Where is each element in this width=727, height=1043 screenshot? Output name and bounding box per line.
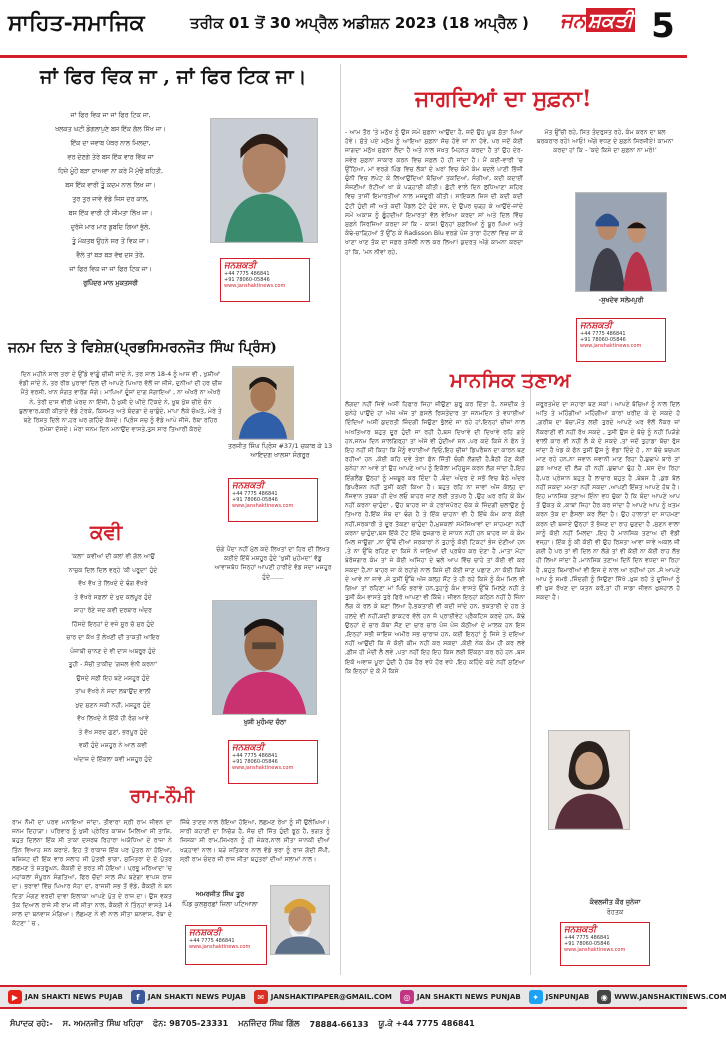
ad-phone: +44 7775 486841 <box>224 271 270 277</box>
ramnomi-body-right: ਜਿੱਥੇ ਤਾਣਦ ਨਾਲ ਰੋਇਆ ਹੋਇਆ, ਲਛਮਣ ਰੇਖਾ ਨੂੰ ਸੀ ਉਲੰਘਿਆ। ਸਾਰੀ ਕਹਾਣੀ ਦਾ ਨਿਚੋੜ ਹੈ, ਸੱਚ ਦੀ ਜਿੱਤ ਹੁੰਦੀ ਝੂਠ ਹੈ, ਭਗਤ ਨੂੰ ਜਿਸਕਾ ਸੀ ਰਾਮ,ਸਿਮਰਨ ਨੂੰ ਹੀ ਜੇਕਰ,ਨਾਲ ਸੀਤਾ ਜਾਨਕੀ ਦੀਆਂ ਖੜ੍ਹਾਵਾਂ ਨਾਲ। ਬੜੇ ਸਤਿਕਾਰ ਨਾਲ ਵੱਡੇ ਭਰਾ ਨੂੰ ਰਾਜ ਗੱਦੀ ਸੌਂਪੀ, ਸ੍ਰੀ ਰਾਮ ਚੰਦਰ ਜੀ ਰਾਜ ਸੀਤਾ ਬਹੁਤਰਾਂ ਦੀਆਂ ਸਲਾਮਾਂ ਨਾਲ। <box>180 819 330 863</box>
issue-date: ਤਰੀਕ 01 ਤੋਂ 30 ਅਪ੍ਰੈਲ ਅਡੀਸ਼ਨ 2023 (18 ਅਪ੍ਰੈਲ ) <box>190 14 529 32</box>
page-footer <box>0 975 727 1043</box>
birthday-body: ਦਿਨ ਮਹੀਨੇ ਸਾਲ ਤਰਾ ਦੇ ਉੱਡੇ ਵਾਂਗੂੰ ਚੀਜ਼ੀ ਜਾਂਦੇ ਨੇ, ਤਰ ਸਾਲ 18-4 ਨੂੰ ਆਜ ਵੀ , ਖੁਸ਼ੀਆਂ ਵੰਡੀ ਜਾਂਦੇ ਨੇ, ਤਰ ਰੀਝ ਪੁਰਾਵਾਂ ਦਿਲ ਦੀ ਆਪਣੇ ਪਿਆਰ ਵੱਲੋਂ ਜਾ ਜੀਜੇ, ਦੁਨੀਆਂ ਦੀ ਹਰ ਚੀਜ਼ ਮੈਂਤੇ ਵਰਸੀ, ਖਾਨ ਸੰਗਤ ਵਾਰੋਂਗ ਜੱਗੇ। ਮਾਪਿਆਂ ਦੂੰਜਾਂ ਦਾਗ ਸੋਗਾਇਆਂ , ਨਾ ਅੱਖਰੋ ਨਾ ਅੱਖਰੋ ਨੇ, ਤੇਰੀ ਦਾਸ ਵੀਰੀ ਘੇਰਦ ਨਾ ਇੱਜੀ, ਹੈ ਖੁਸ਼ੀ ਦੇ ਘੀਏ ਟਿੱਕਦੇ ਨੇ, ਖੂਬ ਖੁੱਸ਼ ਚੀਏ ਚੰਨ ਬੁਲਾਵਾਰ,ਕਰੀ ਕੀਤਾਏ ਵੱਡੇ ਟੇਰਕੇ, ਕਿਸਮਤ ਅਤੇ ਬੰਦਗਾ ਦੇ ਚਾਬੁੰਦੇ, ਮਾਪਾ ਲੋਕੇ ਚੰਘਤੇ, ਮੇਰੇ ਤੇ ਬਣੇ ਰਿਸ਼ਤ ਦਿਲੇ ਨਾ,ਹਰ ਘਰ ਗਹਿੰਦੇ ਕੱਸਦੇ। ਪ੍ਰਿੰਸ ਸਚ ਨੂੰ ਵੱਡੇ ਆਪੇ ਜੀਜੇ, ਰੱਬਾ ਰਹਿਰ ਰਮੇਸ਼ਾ ਦੱਸਦੇ। ਮੇਰਾ ਜਨਮ ਦਿਨ ਮਨਾਉਂਦ ਵਾਸਤੇ,ਤੁਸ ਸਾਰ ਤਿਆਰੀ ਕੱਰਦੇ <box>18 371 223 434</box>
poem-line: ਦੁਰੱਜੇ ਮਾਰ ਮਾਰ ਡੁਬਦਿ ਗਿਆਂ ਭੁੱਲੇ, <box>70 224 151 231</box>
poem-line: ਹਿੱਸਦੇ ਇਨ੍ਹਾਂ ਦੇ ਵਜੇ ਸੂਰ ਚੋ ਸੁਰ ਹੁੰਦੇ <box>71 620 155 628</box>
tension-author-place: ਰੋਹਤਕ <box>606 908 624 916</box>
social-youtube[interactable] <box>8 990 123 1004</box>
poem-line: ਅੰਦਾਜ਼ ਦੇ ਇੱਕਲਾ ਕਵੀ ਮਸ਼ਹੂਰ ਹੁੰਦੇ <box>73 755 153 763</box>
editor-label: ਸੰਪਾਦਕ ਰਹੇ:- <box>10 1019 53 1028</box>
poem-line: ਵੱਖ ਵੱਖ ਤੇ ਲਿਖਦੇ ਦੇ ਢੰਗ ਵੱਖਰੇ <box>78 580 148 587</box>
social-facebook[interactable] <box>131 990 246 1004</box>
poem-line: ਤੂੰ ਮੱਕਤਬ ਉਹਨੇ ਸਰ ਤੋਂ ਵਿਕ ਜਾ। <box>71 238 150 245</box>
poem-line: ਵੈਲੇ ਤਾਂ ਬੜ ਬੜ ਵੱਢ ਦਸ ਤੇਰੇ, <box>76 252 145 259</box>
social-instagram[interactable] <box>400 990 521 1004</box>
poem-line: ਜਾਂ ਫਿਰ ਵਿਕ ਜਾ ਜਾਂ ਫਿਰ ਟਿਕ ਜਾ। <box>69 266 152 273</box>
uk-phone: ਯੂ.ਕੇ +44 7775 486841 <box>378 1019 475 1028</box>
column-divider <box>530 370 531 975</box>
youtube-icon: ▶ <box>8 990 22 1004</box>
email-icon: ✉ <box>254 990 268 1004</box>
web-icon: ◉ <box>597 990 611 1004</box>
poem-line: ਬਸ ਇੱਕ ਵਾਰੀ ਹੀ ਸੀਮਤਾ ਲਿੱਖ ਜਾ। <box>68 210 153 217</box>
tension-author: ਕੰਵਲਜੀਤ ਕੌਰ ਜੁਨੇਜਾ <box>589 898 641 906</box>
social-website[interactable] <box>597 990 726 1004</box>
dream-body-right: ਮੱਤ ਉੱਚੀ ਰਹੇ, ਸਿਤ ਤੰਦਰੁਸਤ ਰਹੇ, ਕੰਮ ਕਰਨ ਦਾ ਬਲ ਬਰਕਰਾਰ ਰਹੇ! ਆਓ! ਅੱਗੇ ਵਧਣ ਦੇ ਸੁਫ਼ਨੇ ਸਿਰਜੀਏ! ਕਾਮਨਾ ਕਰਦਾ ਹਾਂ ਕਿ - 'ਕਦੇ ਕਿਸੇ ਦਾ ਸੁਫ਼ਨਾ ਨਾ ਮਰੇ!' <box>536 129 674 155</box>
twitter-icon: ✦ <box>529 990 543 1004</box>
social-label: WWW.JANSHAKTINEWS.COM <box>614 993 727 1001</box>
poem-line: ਖੁਦ ਸੁਣਨ ਸਕੀ ਨਹੀਂ, ਮਸ਼ਹੂਰ ਹੁੰਦੇ <box>75 701 151 709</box>
coeditor-phone: 78884-66133 <box>309 1019 369 1029</box>
author-photo-woman-2 <box>548 730 630 830</box>
birthday-photo-boy <box>232 366 294 440</box>
poem-line: ਵਰ ਦੇਣਗੇ ਤੇਰੇ ਬਸ ਇੱਕ ਵਾਰ ਵਿੱਕ ਜਾ <box>67 154 154 161</box>
ad-phone: +91 78060-05846 <box>224 277 270 283</box>
poem-line: ਤਾਂਘ ਵੱਖਰੇ ਨੇ ਸਦਾ ਲਬਾਉਂਦ ਵਾਲੀ <box>75 688 151 695</box>
social-email[interactable] <box>254 990 392 1004</box>
ad-website: www.janshaktinews.com <box>224 283 286 289</box>
poem-line: ਜਾਂ ਫਿਰ ਵਿਕ ਜਾ ਜਾਂ ਫਿਰ ਟਿਕ ਜਾ, <box>70 112 151 119</box>
dream-author: -ਸੁਖਦੇਵ ਸਲੇਮਪੁਰੀ <box>598 296 644 304</box>
birthday-caption: ਤਰਜੀਤ ਸਿੰਘ ਪ੍ਰਿੰਸ #37/1 ਚਕਾਬ ਕੇ 13 ਆਇਦਗ ਖਾਲਸਾ ਸੰਗਰੂਰ <box>227 442 333 459</box>
author-photo-man <box>212 600 317 715</box>
poem-line: 'ਕਲਾ' ਕਵੀਆਂ ਦੀ ਕਲਾਂ ਵੀ ਗੱਲ ਆਉਂ <box>71 553 155 560</box>
social-label: JSNPUNJAB <box>545 993 590 1001</box>
tension-title: ਮਾਨਸਿਕ ਤਣਾਅ <box>450 368 571 392</box>
advertisement: ਜਨਸ਼ਕਤੀ +44 7775 486841 +91 78060-05846 www.janshaktinews.com <box>576 318 666 362</box>
poem-line: ਚਾਰ ਦਾ ਕੱਖ ਤੋਂ ਲੇਖਣੀ ਦੀ ਤਾਕਤੀ ਆਇਰ <box>66 634 160 641</box>
advertisement: ਜਨਸ਼ਕਤੀ +44 7775 486841 +91 78060-05846 www.janshaktinews.com <box>228 740 318 784</box>
poem-line: ਤੂਹੀ - ਸੱਚੀ ਤਾਕੀਦ 'ਗਜ਼ਲ ਵੰਨੀ ਕਰਨਾ' <box>68 661 158 668</box>
poem-line: ਵਕੀ ਹੁੰਦੇ ਮਸ਼ਹੂਰ ਨੇ ਆਲ ਕਵੀ <box>78 742 148 749</box>
article-photo-couple <box>575 192 667 292</box>
poem1-title: ਜਾਂ ਫਿਰ ਵਿਕ ਜਾ , ਜਾਂ ਫਿਰ ਟਿਕ ਜਾ। <box>40 66 307 88</box>
ramnomi-author: ਅਮਰਜੀਤ ਸਿੰਘ ਤੂਰ <box>195 890 245 898</box>
poem-line: ਤੁਰ ਤੁਰ ਜਾਵੇ ਵੱਡੇ ਜਿਸ ਦਰ ਕਾਲ, <box>72 196 149 203</box>
ramnomi-author-place: ਪਿੰਡ ਕੁਲਬੁਰਛਾਂ ਜ਼ਿਲਾ ਪਟਿਆਲਾ <box>181 900 259 908</box>
credit-bar <box>0 1013 687 1035</box>
social-label: JANSHAKTIPAPER@GMAIL.COM <box>270 993 392 1001</box>
social-label: JAN SHAKTI NEWS PUJAB <box>147 993 246 1001</box>
social-label: JAN SHAKTI NEWS PUNJAB <box>416 993 521 1001</box>
instagram-icon: ◎ <box>400 990 414 1004</box>
coeditor-name: ਮਨਜਿੰਦਰ ਸਿੰਘ ਗਿੱਲ <box>238 1019 300 1028</box>
editor-name: ਸ. ਅਮਨਜੀਤ ਸਿੰਘ ਖਹਿਰਾ <box>62 1019 144 1028</box>
poem-line: ਤੇ ਵੱਖਰੇ ਸਫ਼ਲਾਂ ਦੇ ਖੁਦ ਕਲਪੂਰ ਹੁੰਦੇ <box>74 593 152 601</box>
poem-line: ਪੰਜਾਬੀ ਚਾਨਣ ਦੇ ਵੀ ਦਾਸ ਅਬਰੂਰ ਹੁੰਦੇ <box>70 647 156 655</box>
poem-line: ਬਸ ਇੱਕ ਵਾਰੀ ਤੂੰ ਕਦਮ ਨਾਲ ਲਿਖ ਜਾ। <box>65 182 156 189</box>
column-divider <box>340 64 341 975</box>
ramnomi-title: ਰਾਮ-ਨੌਮੀ <box>130 786 195 807</box>
author-photo-turban <box>270 885 330 955</box>
poem-line: ਉਸਦੇ ਸਫ਼ੀ ਇਹ ਬਣੇ ਮਸ਼ਹੂਰ ਹੁੰਦੇ <box>76 674 150 682</box>
social-bar <box>0 985 727 1009</box>
kavi-title: ਕਵੀ <box>90 520 123 544</box>
section-label: ਸਾਹਿਤ-ਸਮਾਜਿਕ <box>8 10 145 36</box>
advertisement: ਜਨਸ਼ਕਤੀ +44 7775 486841 +91 78060-05846 www.janshaktinews.com <box>228 478 318 522</box>
poem-line: ਸ਼ਾਹਾ ਰੋਣੇ ਜਦ ਕਵੀ ਦਰਬਾਰ ਅੰਦਰ <box>74 607 152 614</box>
newspaper-logo <box>560 8 635 32</box>
birthday-title: ਜਨਮ ਦਿਨ ਤੇ ਵਿਸ਼ੇਸ਼(ਪ੍ਰਭਸਿਮਰਨਜੋਤ ਸਿੰਘ ਪ੍ਰਿੰਸ) <box>8 340 277 356</box>
page-number: 5 <box>651 6 675 46</box>
poem-line: ਹਿਜ਼ੇ ਮੂੰਹੋਂ ਬੜਾ ਦਾਅਵਾ ਨਾ ਕਰੇ ਮੈਂ ਮੁੱਢੋਂ ਬਹਿਤੀ, <box>57 168 164 175</box>
poem-line: ਨਾਜ਼ੁਕ ਦਿਲ ਦਿਲ ਵਰ੍ਹੇ 'ਕੀ ਪਰੂਦਾ' ਹੁੰਦੇ <box>68 566 158 574</box>
editor-phone: ਫੋਨ: 98705-23331 <box>153 1019 229 1028</box>
poem-line: ਇੱਕ ਦਾ ਜਵਾਬ ਪੱਥਰ ਨਾਲ ਮਿਲਦਾ, <box>70 140 151 147</box>
tension-body-right: ਜ਼ਰੂਰਤਮੰਦ ਦਾ ਸਹਾਰਾ ਬਣ ਸਕਾਂ। ਆਪਣੇ ਬੱਚਿਆਂ ਨੂੰ ਨਾਲ ਦਿਲ ਅਤਿ ਤੇ ਮਹਿੰਗੀਆਂ ਮਹਿੰਗੀਆਂ ਕਾਰਾਂ ਖ਼ਰੀਦ ਕੇ ਦੇ ਸਕਦੇ ਹੋ ,ਗ਼ਰੀਬ ਦਾ ਬੱਚਾ,ਮੌਤ ਲਈ ਤੁਰਦੇ ਆਪਣੇ ਘਰ ਵੱਲੋਂ ਨੌਕਰ ਜ਼ਾਂ ਨੌਕਰਾਣੀ ਵੀ ਨਹੀਂ ਰੱਖ ਸਕਦੇ , ਤੁਸੀਂ ਉਸ ਦੇ ਬੱਚੇ ਨੂੰ ਨਹੀਂ ਪਿੜੋਗੇ ਵਾਲੀ ਕਾਰ ਵੀ ਨਹੀਂ ਲੈ ਕੇ ਦੇ ਸਕਦੇ ,ਤਾਂ ਜਦੋਂ ਤੁਹਾਡਾ ਬੱਚਾ ਰੁੱਸ ਜਾਂਦਾ ਹੈ ਖੇਡ ਕੇ ਫੋਨ ਤੁਸੀਂ ਉਸ ਨੂੰ ਵੱਡਾ ਦਿੰਦੇ ਹੋ , ਨਾ ਬੱਚੇ ਬਚਪਨ ਮਾਣ ਰਹੇ ਹਨ,ਨਾ ਜਵਾਨ ਜਵਾਨੀ ਮਾਣ ਰਿਹਾ ਹੈ,ਬੁਢਾਪੇ ਬਾਰੇ ਤਾਂ ਕੁਝ ਆਖਣ ਦੀ ਲੋੜ ਹੀ ਨਹੀਂ ,ਬੁਢਾਪਾ ਢੁੱਹ ਹੈ ,ਬਸ ਦੇਖ ਰਿਹਾ ਹੈ,ਪਰ ਪ੍ਰੇਸ਼ਾਨ ਬਹੁਤ ਹੈ ਲਾਚਾਰ ਬਹੁਤ ਹੈ ,ਬੇਬਸ ਹੈ ,ਕੁਝ ਬੋਲ ਨਹੀਂ ਸਕਦਾ ਮਮਤਾ ਨਹੀਂ ਸਕਦਾ ,ਆਪਣੀ ਇੱਜ਼ਤ ਆਪਣੇ ਹੱਥ ਹੈ। ਇਹ ਮਾਨਸਿਕ ਤਣਾਅ ਇੰਨਾ ਵਧ ਚੁੱਕਾ ਹੈ ਕਿ ਬੰਦਾ ਆਪਣੇ ਆਪ ਤੋਂ ਉਕਤ ਕੇ ,ਕਾਬਾਂ ਜਿਹਾ ਹੈਰ ਕਰ ਜਾਂਦਾ ਹੈ ਆਪਣੇ ਆਪ ਨੂੰ ਖ਼ਤਮ ਕਰਨ ਤੱਕ ਦਾ ਫ਼ੈਸਲਾ ਕਰ ਲੈਂਦਾ ਹੈ। ਉਹ ਹਾਲਾਤਾਂ ਦਾ ਸਾਹਮਣਾ ਕਰਨ ਦੀ ਬਜਾਏ ਉਨ੍ਹਾਂ ਤੋਂ ਭੱਜਣ ਦਾ ਰਾਹ ਚੁਣਦਾ ਹੈ ,ਸੁਣਨ ਵਾਲਾ ਸਾਨੂੰ ਕੋਈ ਨਹੀਂ ਮਿਲਦਾ ,ਇਹ ਹੈ ਮਾਨਸਿਕ ਤਣਾਅ ਦੀ ਵੱਡੀ ਵਜ੍ਹਾ। ਇੱਕ ਨੂੰ ਕੀ ਕੋਈ ਵੀ ਉਹ ਰਿਸ਼ਤਾ ਆਵਾ ਜਾਵੇ ਅਕਲ ਜੀ ਗਈ ਹੈ ਪਰ ਤਾਂ ਵੀ ਦਿਲ ਨਾ ਲੱਗੇ ਤਾਂ ਵੀ ਕੋਈ ਨਾ ਕੋਈ ਰਾਹ ਲੱਭ ਹੀ ਲਿਆ ਜਾਂਦਾ ਹੈ ,ਮਾਨਸਿਕ ਤਣਾਅ ਦਿਨੋਂ ਦਿਨ ਵਧਦਾ ਜਾ ਰਿਹਾ ਹੈ ,ਬਹੁਤ ਬਿਮਾਰੀਆਂ ਵੀ ਇਸ ਦੇ ਨਾਲ ਆ ਰਹੀਆਂ ਹਨ ,ਸੋ ਆਪਣੇ ਆਪ ਨੂੰ ਸਮਝੋ ,ਜ਼ਿੰਦਗੀ ਨੂੰ ਜਿਉਣਾ ਸਿੱਖੋ ,ਖ਼ੁਸ਼ ਰਹੋ ਤੇ ਦੂਜਿਆਂ ਨੂੰ ਵੀ ਖ਼ੁਸ਼ ਰੱਖਣ ਦਾ ਯਤਨ ਕਰੋ,ਤਾਂ ਹੀ ਸਾਡਾ ਜੀਵਨ ਖ਼ੁਸ਼ਹਾਲ ਹੋ ਸਕਦਾ ਹੈ। <box>536 401 680 602</box>
poem-line: ਖਲਕਤ ਘਟੀ ਡੋਗਲਾਪੁਣੇ ਬਸ ਇੱਕ ਗੱਲ ਸਿੱਖ ਜਾ। <box>55 126 166 133</box>
dream-title: ਜਾਗਦਿਆਂ ਦਾ ਸੁਫ਼ਨਾ! <box>415 86 592 112</box>
social-twitter[interactable] <box>529 990 590 1004</box>
social-label: JAN SHAKTI NEWS PUJAB <box>25 993 123 1001</box>
page-header <box>0 0 687 58</box>
logo-text-2: ਸ਼ਕਤੀ <box>587 8 634 32</box>
logo-text-1: ਜਨ <box>560 8 586 32</box>
dream-body-left: - ਆਮ ਤੌਰ 'ਤੇ ਮਨੁੱਖ ਨੂੰ ਉਸ ਸਮੇਂ ਸੁਫ਼ਨਾ ਆਉਂਦਾ ਹੈ, ਜਦੋਂ ਉਹ ਘੂਕ ਸੁੱਤਾ ਪਿਆ ਹੋਵੇ। ਸੁੱਤੇ ਪਏ ਮਨੁੱਖ ਨੂੰ ਆਇਆ ਸੁਫ਼ਨਾ ਸੱਚ ਹੋਵੇ ਜਾਂ ਨਾ ਹੋਵੇ, ਪਰ ਜਦੋਂ ਕੋਈ ਜਾਗਦਾ ਮਨੁੱਖ ਸੁਫ਼ਨਾ ਲੈਂਦਾ ਹੈ ਅਤੇ ਨਾਲ ਸਖ਼ਤ ਮਿਹਨਤ ਕਰਦਾ ਹੈ ਤਾਂ ਉਹ ਦੇਰ-ਸਵੇਰ ਸੁਫ਼ਨਾ ਸਾਕਾਰ ਕਰਨ ਵਿਚ ਸਫ਼ਲ ਹੋ ਹੀ ਜਾਂਦਾ ਹੈ। ਮੈਂ ਕਈ-ਵਾਰੀ 'ਚ ਉੱਠਿਆ, ਮਾਂ ਵਰਗੇ ਪਿੰਡ ਵਿਚ ਲੋਕਾਂ ਦੇ ਘਰਾਂ ਵਿਚ ਕੰਮੋਂ ਕੰਮ ਬਦਲੇ ਪਾਣੀ ਭਿੱਜੀ ਚੁੰਨੀ ਵਿਚ ਲਪੇਟ ਕੇ ਲਿਆਉਂਦਿਆਂ ਬੱਚਿਆਂ ਤਕਦਿਆਂ, ਸੰਗੀਆਂ, ਕਦੀ ਕਦਾਈਂ ਸੰਜਣੀਆਂ ਰੋਟੀਆਂ ਖਾ ਕੇ ਪੜ੍ਹਾਈ ਕੀਤੀ। ਛੁੱਟੀ ਵਾਲੇ ਦਿਨ ਲੁਧਿਆਣਾ ਸ਼ਹਿਰ ਵਿਚ ਤਾਸੀਂ ਇਮਾਰਤੀਆਂ ਨਾਲ ਮਜ਼ਦੂਰੀ ਕੀਤੀ। ਸਾਇਕਲ ਜ਼ਿਸ ਦੀ ਕਦੀ ਕਦੀ ਟੁੱਟੀ ਹੁੰਦੀ ਸੀ ਅਤੇ ਕਦੀ ਪੈਂਡਲ ਟੁੱਟੇ ਹੁੰਦੇ ਸਨ, ਦੇ ਉਪਰ ਚੜ੍ਹ ਕੇ ਆਉਂਦੇ-ਜਾਂਦੇ ਸਮੇਂ ਅਕਾਸ਼ ਨੂੰ ਛੂੰਹਦੀਆਂ ਇਮਾਰਤਾਂ ਵੱਲ ਵੇਖਿਆ ਕਰਦਾ ਸਾਂ ਅਤੇ ਦਿਲ ਵਿੱਚ ਸੁਫ਼ਨੇ ਸਿਰਜਿਆ ਕਰਦਾ ਸਾਂ ਕਿ - ਕਾਸ਼! ਉਨ੍ਹਾਂ ਸੁਫ਼ਨਿਆਂ ਨੂੰ ਬੂਰ ਪਿਆ ਅਤੇ ਕੰਢੇ-ਚਾੜ੍ਹਿਆਂ ਤੋਂ ਉੱਠ ਕੇ Radisson Blu ਵਰਗੇ ਪੰਜ ਤਾਰਾ ਹੋਟਲਾਂ ਵਿਚ ਜਾ ਕੇ ਖਾਣਾ ਖਾਣ ਤੱਕ ਦਾ ਸਫ਼ਰ ਤਸੱਲੀ ਨਾਲ ਕਰ ਲਿਆ! ਕੁਦਰਤ ਅੱਗੇ ਕਾਮਨਾ ਕਰਦਾ ਹਾਂ ਕਿ, 'ਮਨ ਨੀਵਾਂ ਰਹੇ, <box>345 129 523 256</box>
advertisement: ਜਨਸ਼ਕਤੀ +44 7775 486841 www.janshaktinews.com <box>185 925 267 965</box>
poem-line: ਵੱਖ ਲਿਖਦੇ ਨੇ ਇੱਕੋ ਹੀ ਰੰਗ ਆਵੇ <box>77 715 149 722</box>
author-photo-woman <box>210 118 318 243</box>
advertisement: ਜਨਸ਼ਕਤੀ +44 7775 486841 +91 78060-05846 www.janshaktinews.com <box>560 922 650 966</box>
kavi-poem <box>18 552 208 797</box>
poem-author: ਰੁਪਿੰਦਰ ਮਾਨ ਮੁਕਤਸਰੀ <box>83 280 138 287</box>
poem1-body <box>18 110 203 350</box>
advertisement <box>220 258 310 302</box>
kavi-caption: ਖੁਸ਼ੀ ਮੁਹੰਮਦ ਚੱਠਾ <box>243 718 287 726</box>
kavi-side-text: ਚੰਗੇ ਪੈਂਦਾ ਨਹੀਂ ਮੁੱਲ ਕਦੇ ਲਿਖਤਾਂ ਦਾ ਹਿਰ ਦੀ ਲਿਖਤ ਕਈਏ ਇੱਥੋਂ ਮਸ਼ਹੂਰ ਹੁੰਦੇ 'ਖੁਸ਼ੀ ਮੁਹੰਮਦਾ' ਵੱਡੂ ਆਵਾਜ਼ਬੱਧ ਜਿਨ੍ਹਾਂ ਆਪਣੀ ਹਾਰੀਏ ਵੱਡ ਸਦਾ ਮਸ਼ਹੂਰ ਹੁੰਦੇ....... <box>214 546 332 581</box>
poem-line: ਤੇ ਵੱਖ ਸਰਦ ਗੁਣਾਂ, ਭਰਪੂਰ ਹੁੰਦੇ <box>78 728 148 736</box>
ad-logo: ਜਨਸ਼ਕਤੀ <box>224 261 257 271</box>
facebook-icon: f <box>131 990 145 1004</box>
ramnomi-body-left: ਰਾਮ ਨੌਮੀ ਦਾ ਪਰਵ ਮਨਾਇਆ ਜਾਂਦਾ, ਤੀਵਾਰਾ ਸ੍ਰੀ ਰਾਮ ਜੀਵਨ ਦਾ ਜਨਮ ਦਿਹਾੜਾ। ਪਰਿਵਾਰ ਨੂੰ ਖੁਸ਼ੀ ਪ੍ਰੇਰਿਤ ਕਾਸ਼ਮ ਮਿਲਿਆ ਸੀ ਤਾਸ਼ਿ, ਬਹੁਤ ਦਿਲਨਾ ਇੱਕ ਸੀ ਤਾਕਾ ਦਸਰਥ ਰਿਹਾਰਾ ਅਯੋਧਿਆ ਦੇ ਰਾਜਾ ਨੇ ਤਿੰਨ ਵਿਆਹ ਸਨ ਕਰਾਏ, ਇਹ ਤੋਂ ਰਾਕਾਜ ਇੱਕ ਪਰ ਪੁੱਤਰ ਨਾ ਹੋਇਆ, ਬਸ਼ਿਸ਼ਟ ਦੀ ਇੱਕ ਵਾਰ ਸਲਾਹ ਸੀ ਪੁੱਤਰੀ ਭਾਗਾ, ਸੁਮਿੱਤਰਾ ਦੇ ਦੋ ਪੁੱਤਰ ਲਛਮਣ ਤੇ ਸ਼ਤਰੂਘਨ, ਕੈਕਈ ਦੇ ਭਰਤ ਸੀ ਹੋਇਆ। ਪ੍ਰਭੂ ਮਰਿਆਦਾ 'ਚ ਮਹਾਂਕਲਾ ਸੰਪੂਰਨ ਸੰਗਤਿਆਂ, ਫਿਰ ਚੌਦਾਂ ਸਾਲ ਸੌਂਪ ਬਣੇਗਾ ਵਾਪਸ ਰਾਜ ਦਾ। ਭਰਾਵਾਂ ਵਿੱਚ ਪਿਆਰ ਸੋਹਾ ਦਾ, ਰਾਜਸੀ ਸਭ ਤੋਂ ਵੱਡੇ, ਕੈਕਈ ਨੇ ਬਨ ਦਿਤਾ ਮੰਗਣ ਵਰਦੀ ਦਾਵਾ ਇਲਾਕਾ ਆਪਣੇ ਪੁੱਤ ਦੇ ਰਾਜ ਦਾ। ਉਸ ਵਕਤ ਤੱਕ ਦਿਆਲ ਰਾਜੇ ਸੀ ਰਾਮ ਜੀ ਸੀਤਾ ਨਾਲ, ਕੈਕਈ ਨੇ ਤਿੰਨ੍ਹਾਂ ਵਾਸਤੇ 14 ਸਾਲ ਦਾ ਬਨਵਾਸ ਮੰਗਿਆ। ਲੱਛਮਣ ਨੇ ਵੀ ਨਾਲ ਸੀਤਾ ਬਨਵਾਸ, ਰੱਬਾ ਦੇ ਕੱਟਣਾ ' ਚ , <box>12 819 172 928</box>
tension-body-left: ਲੱਗਦਾ ਨਹੀਂ ਜਿਵੇਂ ਅਸੀਂ ਹਿਫਾਰ ਜਿਹਾ ਜੀਉਣਾ ਸ਼ੁਰੂ ਕਰ ਦਿੱਤਾ ਹੈ, ਨਜ਼ਦੀਕ ਤੇ ਸੁਨੇਹੇ ਪਾਉਂਦੇ ਹਾਂ ਅੱਜ ਅੱਜ ਤਾਂ ਫ਼ਸਲੇ ਰਿਸ਼ਤੇਦਾਰ ਤਾ ਜਨਮਦਿਨ ਤੇ ਵਧਾਈਆਂ ਦਿੰਦਿਆਂ ਅਸੀਂ ਕੁਦਰਤੀ ਜ਼ਿੰਦਗੀ ਜਿਉਣਾ ਭੁੱਲਦੇ ਜਾ ਰਹੇ ਹਾਂ,ਇਨ੍ਹਾਂ ਚੀਜ਼ਾਂ ਨਾਲ ਅਖਤਿਆਰ ਬਹੁਤ ਦੂਰ ਹੁੰਦੀ ਜਾ ਰਹੀ ਹੈ,ਬਸ ਦਿਖਾਵੇ ਦੀ ਦਿਖਾਵੇ ਰਹਿ ਗਏ ਹਨ,ਜਨਮ ਦਿਨ ਸਾਲਗਿਰ੍ਹਾ ਤਾਂ ਅੱਜੇ ਵੀ ਹੁੰਦੀਆਂ ਸਨ ,ਪਰ ਕਦੇ ਕਿਸੇ ਨੇ ਫੋਨ ਤੇ ਇਹ ਨਹੀਂ ਸੀ ਕਿਹਾ ਕਿ ਮੈਂਨੂੰ ਵਧਾਈਆਂ ਦਿਓ,ਇਹ ਚੀਜ਼ਾਂ ਡਿਪਰੈਸ਼ਨ ਦਾ ਕਾਰਨ ਬਣ ਰਹੀਆਂ ਹਨ ,ਕੋਈ ਕਹਿ ਦਵੇ ਤੇਰਾ ਫੋਨ ਜਿੱਤੀ ਚੰਗੀ ਲੱਗਦੀ ਹੈ,ਬੈਠੀ ਹੋਣ ਕੋਈ ਸੁਨੇਹਾ ਨਾ ਆਵੇ ਤਾਂ ਉਹ ਆਪਣੇ ਆਪ ਨੂੰ ਇਕੱਲਾ ਮਹਿਸੂਸ ਕਰਨ ਲੱਗ ਜਾਂਦਾ ਹੈ,ਇਹ ਇੰਗਲੈਂਡ ਉਨ੍ਹਾਂ ਨੂੰ ਮਜ਼ਬੂਰ ਕਰ ਦਿੰਦਾ ਹੈ ,ਬੰਦਾ ਅੰਦਰ ਦੇ ਸਭੋਂ ਵਿਚ ਬੈਠੇ ਅੰਦਰ ਡਿਪਰੈਸ਼ਨ ਨਹੀਂ ਤੁਸੀਂ ਕਈ ਕਿਆ ਹੈ। ਬਹੁਤ ਰਹਿ ਨਾ ਜਾਵਾਂ ਅੱਜ ਕੱਲ੍ਹ ਦਾ ਨੌਜਵਾਨ ਤਬਕਾ ਹੀ ਦੇਖ ਲਓ ਬਾਹਰ ਜਾਣ ਲਈ ਤਤਪਰ ਹੈ ,ਉਹ ਘਰ ਰਹਿ ਕੇ ਕੰਮ ਨਹੀਂ ਕਰਨਾ ਚਾਹੁੰਦਾ , ਉਹ ਬਾਹਰ ਜਾ ਕੇ ਟਰਾਂਸਪੋਰਟ ਚੱਕ ਕੇ ਜਿੰਦਗੀ ਚਲਾਉਣ ਨੂੰ ਤਿਆਰ ਹੈ,ਇੱਕ ਸੰਬ ਦਾ ਢੰਗ ਹੈ ਤੇ ਇੱਕ ਚਾਹਨਾ ਵੀ ਹੈ ਇੱਥੇ ਕੰਮ ਕਾਰ ਕੋਈ ਨਹੀਂ,ਸਰਕਾਰੀ ਤੇ ਦੂਰ ਤੱਕਣਾ ਚਾਹੁੰਦਾ ਹੈ,ਮੁਸ਼ਕਲਾਂ ਸਮੱਸਿਆਵਾਂ ਦਾ ਸਾਹਮਣਾ ਨਹੀਂ ਕਰਨਾ ਚਾਹੁੰਦਾ,ਬਸ ਇੱਕੋ ਟੱਟ ਇੱਥੇ ਰੁਜ਼ਗਾਰ ਦੇ ਸਾਧਨ ਨਹੀਂ ਹਨ ਬਾਹਰ ਜਾ ਕੇ ਕੰਮ ਮਿਲ ਜਾਊਗਾ ,ਨਾ ਉੱਥੋਂ ਦੀਆਂ ਸਰਕਾਰਾਂ ਨੇ ਤੁਹਾਨੂੰ ਕੋਈ ਟਿਕਟਾਂ ਭੇਜ ਦੇਣੀਆਂ ਹਨ ,ਤੇ ਨਾ ਉੱਥੇ ਰਹਿਣ ਦਾ ਕਿਸੇ ਨੇ ਜਾਇਆਂ ਦੀ ਪ੍ਰਬੰਧ ਕਰ ਦੇਣਾ ਹੈ ,ਮਾਤਾ ਮੋਟਾ ਬੇਰੋਜ਼ਗਾਰ ਕੰਮ ਤਾਂ ਜੇ ਕੋਈ ਅਜਿਹਾ ਦੇ ਢਲੇ ਆਪ ਵਿੱਚ ਚਾਹੇ ਤਾਂ ਕੋਈ ਵੀ ਕਰ ਸਕਦਾ ਹੈ,ਨਾ ਬਾਹਰ ਜਾ ਕੇ ਰਹਾਂਗੇ ਨਾਲ ਕਿਸੇ ਦੀ ਕੋਈ ਜਾਣ ਪਛਾਣ ,ਨਾ ਕੋਈ ਕਿਸੇ ਦੇ ਆਵੇ ਨਾ ਜਾਵੇ ,ਜੇ ਤੁਸੀਂ ਉੱਥੇ ਅੱਜ ਕਲ੍ਹ ਸੌਂਟ ਤੇ ਹੀ ਰਹੇ ਕਿਸੇ ਨੂੰ ਕੰਮ ਮਿਲ ਵੀ ਗਿਆ ਤਾਂ ਰਹਿਣਾ ਮਾਂ ਪਿਓ ਭਰਾਵੇ ਹਨ,ਤੁਹਾਨੂੰ ਕੰਮ ਵਾਸਤੇ ਉੱਥੇ ਮਿਲਣੇ ਨਹੀਂ ਤੇ ਤੁਸੀਂ ਕੰਮ ਵਾਸਤੇ ਤੁਰੇ ਫਿਰੋ ਆਪਣਾ ਵੀ ਕਿੱਥੇ। ਜੀਵਨ ਇਨ੍ਹਾਂ ਕਠਿਨ ਨਹੀਂ ਹੈ ਜਿੰਨਾ ਲੱਗ ਕੇ ਰਲ ਕੇ ਬਣਾ ਲਿਆ ਹੈ,ਭਕਤਾਈ ਵੀ ਕਦੀ ਜਾਂਦੇ ਹਨ, ਭਕਤਾਈ ਦੇ ਹਰ ਤੇ ਹਲਦੇ ਵੀ ਨਹੀਂ,ਕਦੀ ਡਾਕਟਰ ਵੱਲੇ ਹਨ ਜੋ ਪ੍ਰਾਈਵੇਟ ਪ੍ਰੈਕਟਿਸ ਕਰਦੇ ਹਨ, ਕੱਢੇ ਉਨ੍ਹਾਂ ਦੇ ਚਾਰ ਕੱਥਾ ਸੌਣ ਦਾ ਚਾਰ ਚਾਰ ਪੰਜ ਪੰਜ ਕੋਠੀਆਂ ਦੇ ਮਾਲਕ ਹਨ ਇਸ ,ਇਨ੍ਹਾਂ ਸਭੀ ਜਾਇਜ਼ ਅਮੀਰ ਸਭ ਚਾਰਾਜ਼ ਹਨ, ਕਈ ਇਨ੍ਹਾਂ ਨੂੰ ਜਿਸੇ ਤੇ ਦਇਆ ਨਹੀਂ ਆਉਂਦੀ ਕਿ ਜੋ ਕੋਈ ਕੀਮ ਨਹੀਂ ਕਰ ਸਕਦਾ ,ਕੋਈ ਨੇਕ ਕੰਮ ਹੀ ਕਰ ਲਵੇ ,ਫ਼ੀਸ ਹੀ ਮੰਦੀ ਲੈ ਲਵੇ ,ਪਤਾ ਨਹੀਂ ਇਹ ਇਹ ਕਿਸ ਲਈ ਇੱਕਠਾ ਕਰ ਰਹੇ ਹਨ ,ਬਸ ਇਕੋ ਅਵਾਜ਼ ਪੂਰਾ ਹੁੰਦੀ ਹੈ ਹੱਕ ਹੈਰ ਵਧੇ ਹੋਰ ਵਧੇ ,ਇਹ ਕਹਿੰਦੇ ਕਦੇ ਨਹੀਂ ਸੁਣਿਆ ਕਿ ਇਨ੍ਹਾਂ ਦੇ ਕੋ ਮੈਂ ਕਿਸੇ <box>345 401 525 675</box>
